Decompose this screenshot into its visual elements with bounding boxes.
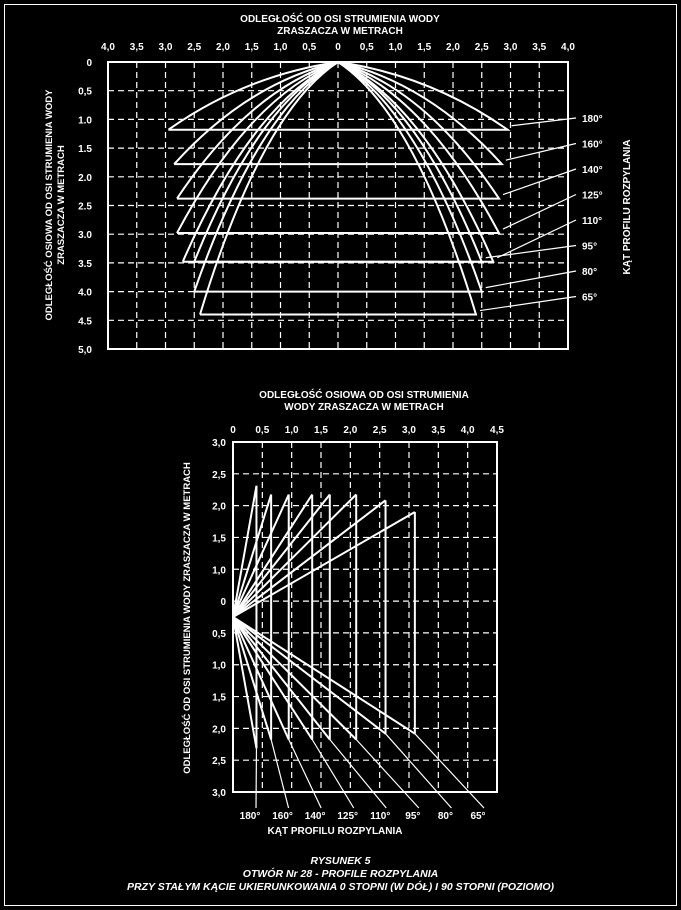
bottom-y-tick: 1,0 [212,565,226,577]
top-angle-label: 95° [582,241,598,253]
bottom-angle-label: 80° [437,811,453,822]
top-title-line-2: ZRASZACZA W METRACH [277,26,403,37]
bottom-x-tick: 4,0 [460,425,475,436]
top-y-tick: 3.5 [78,258,92,270]
bottom-y-tick: 2,5 [212,469,226,481]
bottom-y-tick: 0 [220,597,226,609]
top-x-tick: 0,5 [302,42,317,53]
top-x-tick: 1,0 [388,42,403,53]
bottom-x-tick: 0 [230,425,236,436]
bottom-angle-label: 125° [337,811,359,822]
bottom-x-tick: 3,0 [402,425,416,436]
top-y-label-line-2: ZRASZACZA W METRACH [56,145,67,265]
top-y-label-line-1: ODLEGŁOŚĆ OSIOWA OD OSI STRUMIENIA WODY [44,89,55,321]
top-x-tick: 1,0 [273,42,288,53]
top-angle-label: 125° [582,190,603,202]
bottom-x-tick: 2,5 [372,425,387,436]
top-x-tick: 2,5 [187,42,202,53]
bottom-x-tick: 1,5 [314,425,328,436]
bottom-leader-line [330,740,386,809]
bottom-x-tick: 1,0 [284,425,299,436]
top-x-tick: 1,5 [417,42,432,53]
bottom-leader-line [271,740,288,809]
bottom-leader-line [386,734,452,808]
bottom-leader-line [289,740,321,809]
bottom-y-tick: 3,0 [212,788,226,799]
top-x-tick: 2,0 [216,42,230,53]
bottom-y-tick: 2,0 [212,724,226,736]
top-y-tick: 1.0 [78,115,92,127]
bottom-y-tick: 2,0 [212,501,226,513]
bottom-title-line-1: ODLEGŁOŚĆ OSIOWA OD OSI STRUMIENIA [259,390,469,401]
top-angle-label: 65° [582,292,598,304]
bottom-y-tick: 1,0 [212,660,226,672]
caption-line-3: PRZY STAŁYM KĄCIE UKIERUNKOWANIA 0 STOPNI (W DÓŁ) I 90 STOPNI (POZIOMO) [126,881,555,893]
top-angle-label: 160° [582,139,603,151]
top-x-tick: 3,0 [503,42,518,53]
top-x-tick: 0 [335,42,341,53]
top-angle-label: 140° [582,165,603,176]
bottom-angle-label: 110° [370,811,391,822]
top-y-tick: 0 [86,58,92,69]
bottom-angle-label: 65° [470,811,486,822]
bottom-x-tick: 3,5 [431,425,446,436]
top-y-tick: 3.0 [78,230,92,242]
top-y-tick: 0,5 [78,86,92,98]
top-spray-profile [183,62,494,262]
top-x-tick: 3,5 [129,42,144,53]
bottom-x-tick: 4,5 [490,425,504,436]
top-y-tick: 4.5 [78,316,92,328]
top-x-tick: 4,0 [561,42,575,53]
bottom-y-tick: 3,0 [212,438,226,449]
top-angle-label: 80° [582,267,598,278]
top-leader-line [480,297,576,311]
top-y-tick: 2.5 [78,201,92,213]
bottom-angle-label: 180° [239,811,261,822]
bottom-x-label: KĄT PROFILU ROZPYLANIA [267,826,403,837]
top-angle-label: 180° [582,114,603,125]
bottom-y-tick: 2,5 [212,756,226,768]
bottom-leader-line [312,740,354,809]
bottom-leader-line [415,734,484,808]
top-x-tick: 2,0 [446,42,460,53]
top-leader-line [486,246,576,258]
top-y-tick: 4.0 [78,287,92,299]
top-y-tick: 1.5 [78,144,92,156]
top-leader-line [506,144,576,161]
bottom-angle-label: 140° [304,811,326,822]
bottom-plot-border [233,442,497,792]
bottom-angle-label: 95° [405,811,421,822]
top-title-line-1: ODLEGŁOŚĆ OD OSI STRUMIENIA WODY [240,14,440,25]
caption-line-2: OTWÓR Nr 28 - PROFILE ROZPYLANIA [242,868,439,880]
bottom-y-tick: 0,5 [212,628,226,640]
top-right-label: KĄT PROFILU ROZPYLANIA [622,139,633,275]
bottom-angle-label: 160° [272,811,293,822]
top-x-tick: 3,5 [532,42,547,53]
bottom-x-tick: 0,5 [255,425,270,436]
top-x-tick: 2,5 [474,42,489,53]
top-angle-label: 110° [582,216,603,227]
top-y-tick: 5,0 [78,345,92,356]
bottom-title-line-2: WODY ZRASZACZA W METRACH [284,402,444,413]
bottom-x-tick: 2,0 [343,425,358,436]
top-leader-line [486,271,576,288]
top-x-tick: 4,0 [101,42,115,53]
top-spray-profile [194,62,482,262]
top-x-tick: 3,0 [158,42,173,53]
top-x-tick: 1,5 [244,42,259,53]
top-y-tick: 2.0 [78,172,92,184]
bottom-y-label: ODLEGŁOŚĆ OD OSI STRUMIENIA WODY ZRASZACZA W METRACH [182,462,193,774]
caption-line-1: RYSUNEK 5 [310,855,371,867]
bottom-y-tick: 1,5 [212,692,226,704]
bottom-y-tick: 1,5 [212,533,226,545]
top-x-tick: 0,5 [359,42,374,53]
